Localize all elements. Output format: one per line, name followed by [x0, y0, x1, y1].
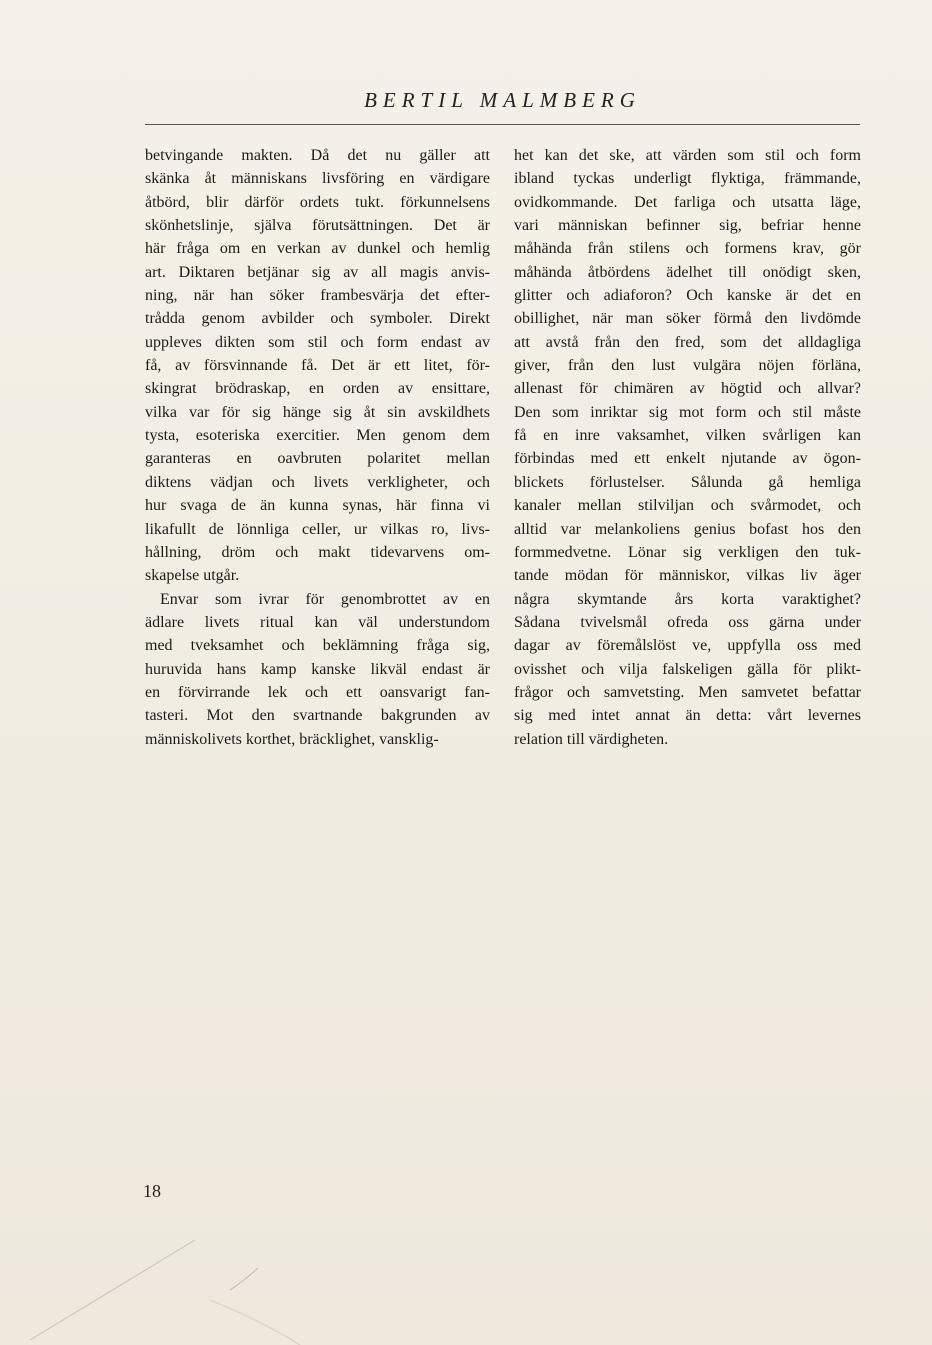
text-line: blickets förlustelser. Sålunda gå hemliga	[514, 473, 861, 491]
text-line: tasteri. Mot den svartnande bakgrunden av	[145, 707, 490, 725]
text-line: ovisshet och vilja falskeligen gälla för plikt-	[514, 660, 861, 678]
text-line: huruvida hans kamp kanske likväl endast är	[145, 660, 490, 678]
text-line: ädlare livets ritual kan väl understundom	[145, 613, 490, 631]
text-line: få, av försvinnande få. Det är ett litet, för-	[145, 357, 490, 375]
text-line: garanteras en oavbruten polaritet mellan	[145, 450, 490, 468]
running-header: BERTIL MALMBERG	[364, 88, 641, 112]
text-line: het kan det ske, att värden som stil och form	[514, 147, 861, 164]
text-line: måhända åtbördens ädelhet till onödigt sken,	[514, 263, 861, 281]
text-line: giver, från den lust vulgära nöjen förläna,	[514, 357, 861, 375]
text-line: ning, när han söker frambesvärja det efter-	[145, 287, 490, 305]
text-line: betvingande makten. Då det nu gäller att	[145, 147, 490, 164]
text-line: förbindas med ett enkelt njutande av ögon-	[514, 450, 861, 468]
text-line: kanaler mellan stilviljan och svårmodet, och	[514, 497, 861, 515]
text-line: trådda genom avbilder och symboler. Direkt	[145, 310, 490, 328]
text-line: måhända från stilens och formens krav, gör	[514, 240, 861, 258]
text-line: Den som inriktar sig mot form och stil måste	[514, 403, 861, 421]
text-line: få en inre vaksamhet, vilken svårligen kan	[514, 427, 861, 445]
text-line: med tveksamhet och beklämning fråga sig,	[145, 637, 490, 655]
text-line: en förvirrande lek och ett oansvarigt fan-	[145, 683, 490, 701]
text-line: likafullt de lönnliga celler, ur vilkas ro, livs-	[145, 520, 490, 538]
text-line: människolivets korthet, bräcklighet, vansklig-	[145, 730, 439, 748]
paragraph	[145, 144, 490, 588]
text-line: relation till värdigheten.	[514, 730, 669, 748]
text-line: frågor och samvetsting. Men samvetet befattar	[514, 683, 861, 701]
text-line: åtbörd, blir därför ordets tukt. förkunnelsens	[145, 193, 490, 211]
text-line: hållning, dröm och makt tidevarvens om-	[145, 543, 490, 561]
text-line: skapelse utgår.	[145, 567, 240, 585]
header-rule	[145, 124, 860, 125]
text-line: ovidkommande. Det farliga och utsatta läge,	[514, 193, 861, 211]
text-line: tysta, esoteriska exercitier. Men genom dem	[145, 427, 490, 445]
paragraph	[145, 588, 490, 751]
page-number: 18	[143, 1181, 161, 1201]
text-line: några skymtande års korta varaktighet?	[514, 590, 861, 608]
text-line: vari människan befinner sig, befriar henne	[514, 217, 861, 235]
right-column	[514, 144, 861, 751]
text-line: vilka var för sig hänge sig åt sin avskildhets	[145, 403, 490, 421]
text-line: hur svaga de än kunna synas, här finna vi	[145, 497, 490, 515]
text-line: här fråga om en verkan av dunkel och hemlig	[145, 240, 490, 258]
text-line: formmedvetne. Lönar sig verkligen den tuk-	[514, 543, 861, 561]
text-line: Envar som ivrar för genombrottet av en	[160, 590, 490, 608]
text-line: alltid var melankoliens genius bofast hos den	[514, 520, 861, 538]
text-line: allenast för chimären av högtid och allvar?	[514, 380, 861, 398]
text-line: obillighet, när man söker förmå den livdömde	[514, 310, 861, 328]
text-line: skingrat brödraskap, en orden av ensittare,	[145, 380, 490, 398]
text-line: dagar av föremålslöst ve, uppfylla oss med	[514, 637, 861, 655]
text-line: Sådana tvivelsmål ofreda oss gärna under	[514, 613, 861, 631]
text-line: sig med intet annat än detta: vårt levernes	[514, 707, 861, 725]
text-line: glitter och adiaforon? Och kanske är det en	[514, 287, 861, 305]
text-line: ibland tyckas underligt flyktiga, främmande,	[514, 170, 861, 188]
text-line: art. Diktaren betjänar sig av all magis anvis-	[145, 263, 490, 281]
left-column	[145, 144, 490, 751]
text-line: uppleves dikten som stil och form endast av	[145, 333, 490, 351]
text-line: att avstå från den fred, som det alldagliga	[514, 333, 861, 351]
text-line: tande mödan för människor, vilkas liv äger	[514, 567, 861, 585]
text-line: diktens vädjan och livets verkligheter, och	[145, 473, 490, 491]
paragraph	[514, 144, 861, 751]
text-line: skänka åt människans livsföring en värdigare	[145, 170, 490, 188]
text-line: skönhetslinje, själva förutsättningen. Det är	[145, 217, 490, 235]
